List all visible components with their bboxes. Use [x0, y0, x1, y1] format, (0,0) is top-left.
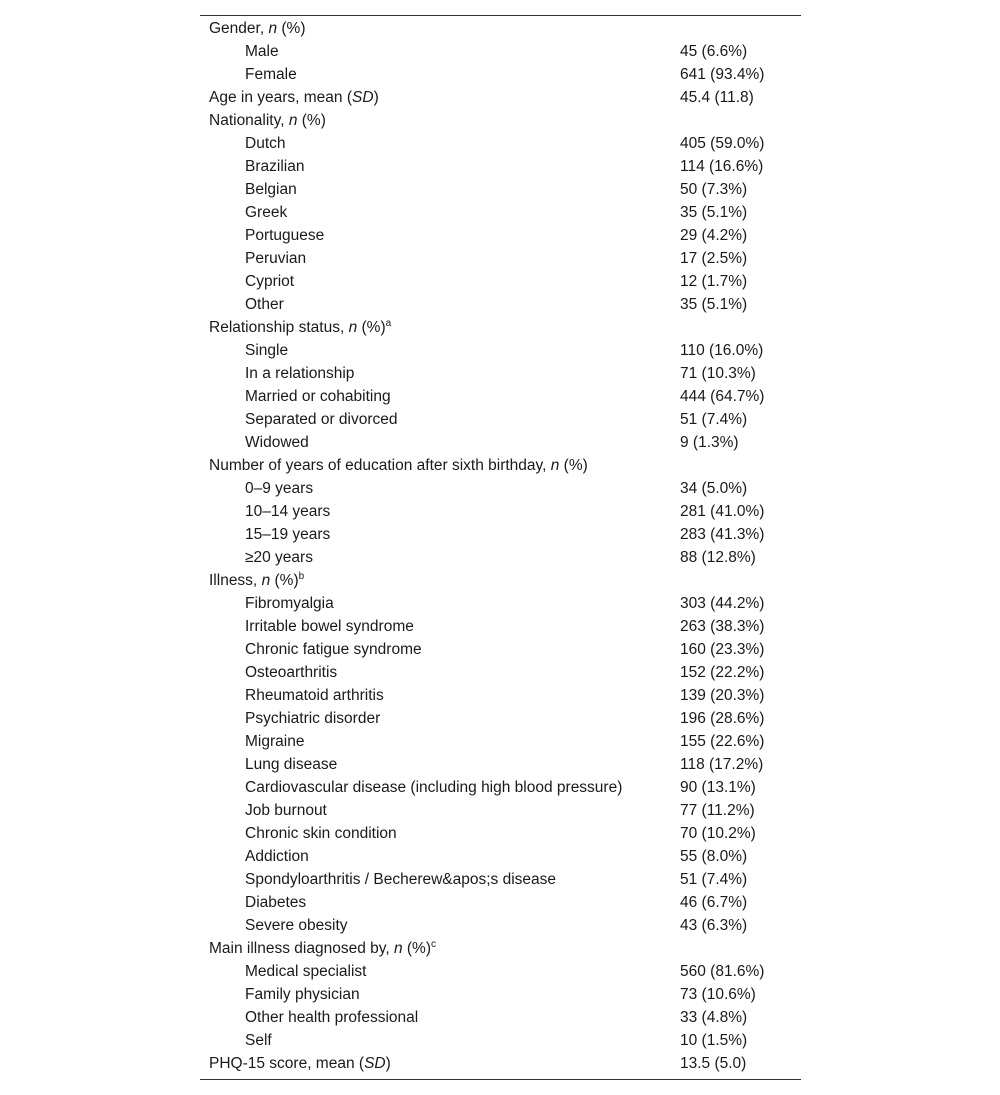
row-value: 35 (5.1%) — [680, 296, 748, 313]
table-row — [200, 523, 801, 546]
section-header-row — [200, 1052, 801, 1075]
table-row — [200, 500, 801, 523]
row-value: 155 (22.6%) — [680, 733, 765, 750]
section-label-suffix: (%) — [559, 457, 588, 474]
row-value: 9 (1.3%) — [680, 434, 739, 451]
row-label: Brazilian — [245, 158, 305, 175]
footnote-marker: c — [431, 939, 437, 950]
section-label-italic: n — [268, 20, 278, 37]
section-label-text: Illness, — [209, 572, 262, 589]
section-value: 45.4 (11.8) — [680, 89, 754, 106]
table-row — [200, 845, 801, 868]
row-label: Job burnout — [245, 802, 327, 819]
table-row — [200, 638, 801, 661]
table-row — [200, 1006, 801, 1029]
row-label: Spondyloarthritis / Becherew&apos;s disease — [245, 871, 557, 888]
section-header-row — [200, 109, 801, 132]
demographics-table — [200, 15, 801, 1080]
row-value: 560 (81.6%) — [680, 963, 765, 980]
row-value: 283 (41.3%) — [680, 526, 765, 543]
footnote-marker: a — [385, 318, 392, 329]
table-body — [200, 17, 801, 1075]
row-value: 51 (7.4%) — [680, 411, 748, 428]
table-row — [200, 155, 801, 178]
row-value: 35 (5.1%) — [680, 204, 748, 221]
section-label — [209, 86, 379, 109]
section-label-italic: n — [348, 319, 358, 336]
section-label — [209, 1052, 391, 1075]
section-label-text: Relationship status, — [209, 319, 349, 336]
section-header-row — [200, 86, 801, 109]
row-value: 43 (6.3%) — [680, 917, 748, 934]
table-row — [200, 707, 801, 730]
row-label: Medical specialist — [245, 963, 367, 980]
row-label: Migraine — [245, 733, 305, 750]
row-value: 10 (1.5%) — [680, 1032, 748, 1049]
table-row — [200, 1029, 801, 1052]
row-label: Osteoarthritis — [245, 664, 338, 681]
row-label: Psychiatric disorder — [245, 710, 381, 727]
section-label-suffix: (%) — [277, 20, 306, 37]
section-label-suffix: (%) — [270, 572, 299, 589]
section-header-row — [200, 454, 801, 477]
row-value: 55 (8.0%) — [680, 848, 748, 865]
section-header-row — [200, 569, 801, 592]
section-label-suffix: (%) — [402, 940, 432, 957]
table-row — [200, 385, 801, 408]
section-label-text: Gender, — [209, 20, 269, 37]
table-row — [200, 822, 801, 845]
table-row — [200, 293, 801, 316]
row-label: Severe obesity — [245, 917, 348, 934]
row-label: Peruvian — [245, 250, 307, 267]
row-label: In a relationship — [245, 365, 355, 382]
row-label: Single — [245, 342, 289, 359]
table-row — [200, 546, 801, 569]
table-row — [200, 661, 801, 684]
row-label: Married or cohabiting — [245, 388, 391, 405]
row-value: 77 (11.2%) — [680, 802, 755, 819]
section-label-suffix: (%) — [357, 319, 386, 336]
row-label: Irritable bowel syndrome — [245, 618, 414, 635]
section-label-suffix: ) — [373, 89, 379, 106]
row-label: ≥20 years — [245, 549, 313, 566]
table-bottom-spacer — [200, 1075, 801, 1079]
row-label: Cypriot — [245, 273, 295, 290]
row-label: Chronic skin condition — [245, 825, 397, 842]
table-row — [200, 592, 801, 615]
row-value: 46 (6.7%) — [680, 894, 748, 911]
row-label: Lung disease — [245, 756, 338, 773]
row-label: Other health professional — [245, 1009, 419, 1026]
row-value: 444 (64.7%) — [680, 388, 765, 405]
row-value: 50 (7.3%) — [680, 181, 748, 198]
table-row — [200, 684, 801, 707]
row-label: Self — [245, 1032, 272, 1049]
table-row — [200, 431, 801, 454]
table-row — [200, 868, 801, 891]
table-row — [200, 776, 801, 799]
table-row — [200, 799, 801, 822]
row-value: 405 (59.0%) — [680, 135, 765, 152]
section-label-text: Nationality, — [209, 112, 289, 129]
table-row — [200, 224, 801, 247]
row-label: 15–19 years — [245, 526, 331, 543]
row-value: 303 (44.2%) — [680, 595, 765, 612]
section-label — [209, 17, 306, 40]
row-label: Belgian — [245, 181, 297, 198]
table-row — [200, 408, 801, 431]
section-label-italic: SD — [352, 89, 374, 106]
row-value: 17 (2.5%) — [680, 250, 748, 267]
section-label-italic: n — [288, 112, 298, 129]
row-label: Widowed — [245, 434, 309, 451]
row-label: Other — [245, 296, 284, 313]
row-label: 0–9 years — [245, 480, 314, 497]
section-label — [209, 316, 391, 339]
row-label: Portuguese — [245, 227, 325, 244]
table-row — [200, 914, 801, 937]
table-row — [200, 339, 801, 362]
row-value: 196 (28.6%) — [680, 710, 765, 727]
row-value: 71 (10.3%) — [680, 365, 756, 382]
row-value: 281 (41.0%) — [680, 503, 765, 520]
section-label-suffix: ) — [385, 1055, 391, 1072]
row-label: Chronic fatigue syndrome — [245, 641, 422, 658]
table-row — [200, 178, 801, 201]
row-value: 90 (13.1%) — [680, 779, 756, 796]
row-label: Fibromyalgia — [245, 595, 334, 612]
section-label-suffix: (%) — [297, 112, 326, 129]
section-value: 13.5 (5.0) — [680, 1055, 747, 1072]
table-row — [200, 201, 801, 224]
row-value: 641 (93.4%) — [680, 66, 765, 83]
table-row — [200, 63, 801, 86]
table-row — [200, 960, 801, 983]
row-value: 45 (6.6%) — [680, 43, 748, 60]
row-label: Dutch — [245, 135, 286, 152]
table-row — [200, 615, 801, 638]
section-label-italic: n — [261, 572, 271, 589]
row-label: Greek — [245, 204, 288, 221]
row-label: 10–14 years — [245, 503, 331, 520]
section-label — [209, 569, 304, 592]
table-row — [200, 983, 801, 1006]
row-value: 33 (4.8%) — [680, 1009, 748, 1026]
table-row — [200, 730, 801, 753]
row-value: 51 (7.4%) — [680, 871, 748, 888]
table-row — [200, 362, 801, 385]
row-value: 114 (16.6%) — [680, 158, 764, 175]
section-label-text: Number of years of education after sixth birthday, — [209, 457, 551, 474]
row-value: 29 (4.2%) — [680, 227, 748, 244]
row-label: Cardiovascular disease (including high blood pressure) — [245, 779, 623, 796]
row-value: 73 (10.6%) — [680, 986, 756, 1003]
row-value: 118 (17.2%) — [680, 756, 764, 773]
row-value: 70 (10.2%) — [680, 825, 756, 842]
row-label: Family physician — [245, 986, 360, 1003]
section-label-text: Main illness diagnosed by, — [209, 940, 394, 957]
section-label — [209, 937, 436, 960]
row-value: 12 (1.7%) — [680, 273, 748, 290]
row-label: Rheumatoid arthritis — [245, 687, 384, 704]
section-label-italic: SD — [364, 1055, 386, 1072]
table-row — [200, 753, 801, 776]
table-row — [200, 477, 801, 500]
row-label: Addiction — [245, 848, 309, 865]
row-label: Separated or divorced — [245, 411, 398, 428]
section-label — [209, 109, 326, 132]
row-value: 152 (22.2%) — [680, 664, 765, 681]
section-header-row — [200, 316, 801, 339]
table-row — [200, 132, 801, 155]
table-row — [200, 891, 801, 914]
footnote-marker: b — [298, 571, 305, 582]
section-label-text: PHQ-15 score, mean ( — [209, 1055, 365, 1072]
section-label-italic: n — [393, 940, 403, 957]
row-label: Diabetes — [245, 894, 307, 911]
section-label — [209, 454, 588, 477]
row-value: 160 (23.3%) — [680, 641, 765, 658]
section-header-row — [200, 17, 801, 40]
table-row — [200, 247, 801, 270]
row-value: 110 (16.0%) — [680, 342, 764, 359]
row-label: Male — [245, 43, 279, 60]
row-value: 263 (38.3%) — [680, 618, 765, 635]
section-label-italic: n — [550, 457, 560, 474]
row-value: 34 (5.0%) — [680, 480, 748, 497]
table-row — [200, 270, 801, 293]
row-value: 88 (12.8%) — [680, 549, 756, 566]
table-row — [200, 40, 801, 63]
row-value: 139 (20.3%) — [680, 687, 765, 704]
row-label: Female — [245, 66, 297, 83]
section-label-text: Age in years, mean ( — [209, 89, 353, 106]
section-header-row — [200, 937, 801, 960]
